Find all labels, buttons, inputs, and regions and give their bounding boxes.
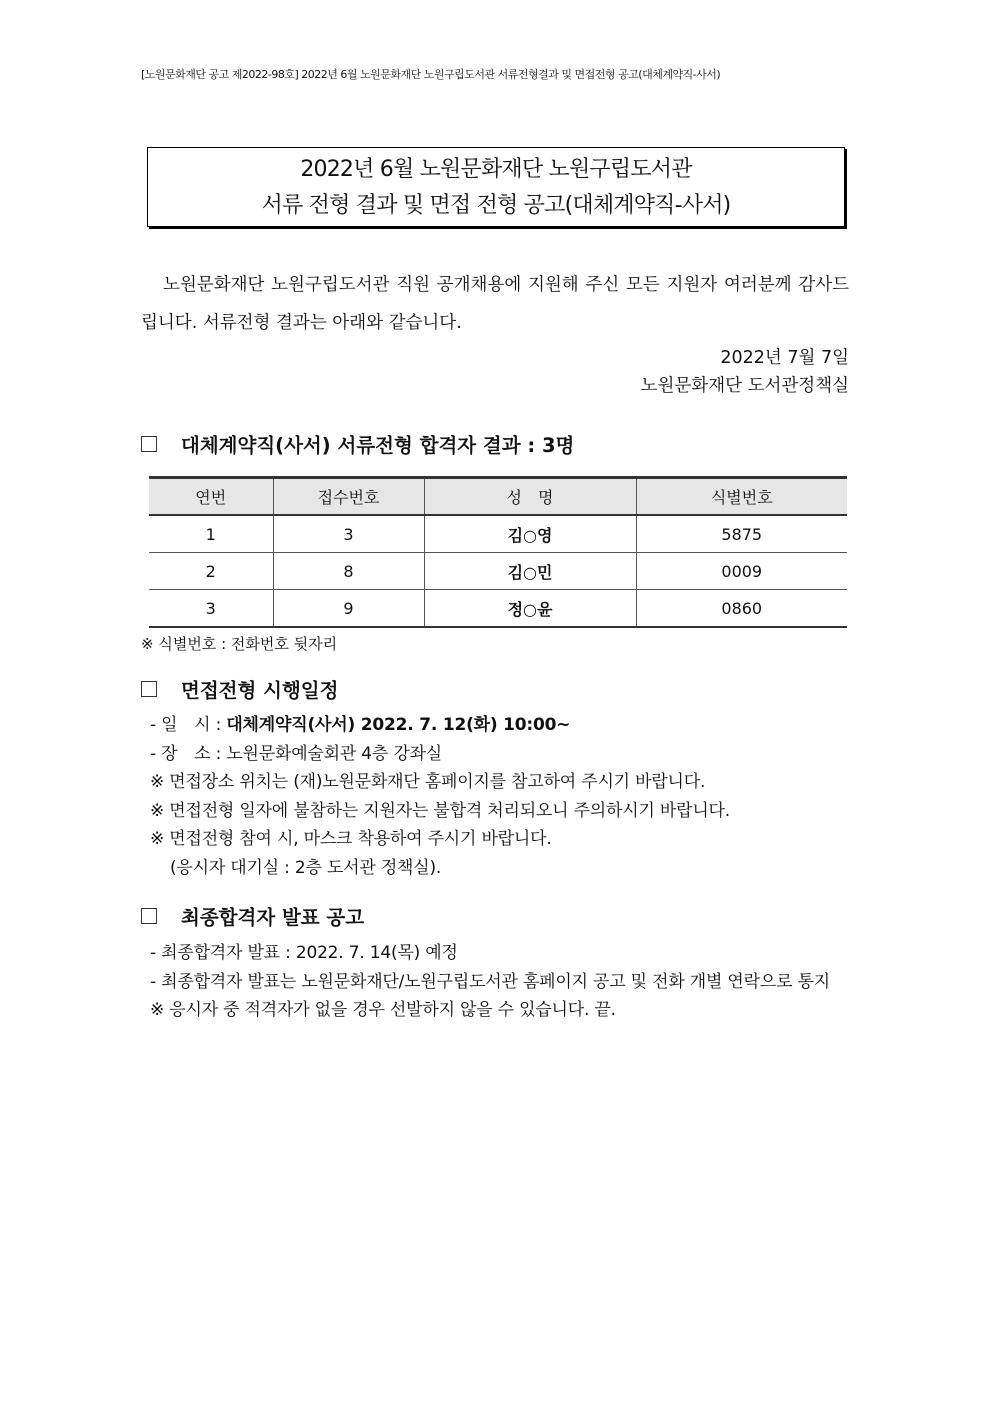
interview-place-line: - 장 소 : 노원문화예술회관 4층 강좌실 <box>150 743 443 764</box>
cell-no: 1 <box>149 515 273 553</box>
interview-note: ※ 면접전형 일자에 불참하는 지원자는 불합격 처리되오니 주의하시기 바랍니다. <box>150 800 730 821</box>
table-header-row <box>149 478 847 516</box>
checkbox-square-icon <box>141 436 157 452</box>
interview-note: ※ 면접장소 위치는 (재)노원문화재단 홈페이지를 참고하여 주시기 바랍니다. <box>150 772 706 792</box>
col-header-receipt: 접수번호 <box>273 478 424 516</box>
title-box <box>147 147 845 227</box>
cell-name: 김○민 <box>424 553 636 590</box>
checkbox-square-icon <box>141 681 157 697</box>
identifier-note: ※ 식별번호 : 전화번호 뒷자리 <box>141 635 338 653</box>
title-line-1: 2022년 6월 노원문화재단 노원구립도서관 <box>300 157 692 182</box>
interview-note: ※ 면접전형 참여 시, 마스크 착용하여 주시기 바랍니다. <box>150 829 552 849</box>
interview-details <box>150 711 730 882</box>
table-row <box>149 515 847 553</box>
cell-name: 김○영 <box>424 515 636 553</box>
table-row <box>149 590 847 628</box>
cell-id: 0009 <box>636 553 847 590</box>
cell-no: 3 <box>149 590 273 628</box>
issue-date: 2022년 7월 7일 <box>720 348 849 368</box>
cell-no: 2 <box>149 553 273 590</box>
cell-receipt: 3 <box>273 515 424 553</box>
final-line: - 최종합격자 발표 : 2022. 7. 14(목) 예정 <box>150 943 458 963</box>
cell-receipt: 8 <box>273 553 424 590</box>
final-line: ※ 응시자 중 적격자가 없을 경우 선발하지 않을 수 있습니다. 끝. <box>150 1000 616 1020</box>
cell-id: 0860 <box>636 590 847 628</box>
checkbox-square-icon <box>141 908 157 924</box>
issuer: 노원문화재단 도서관정책실 <box>640 376 849 396</box>
intro-paragraph: 노원문화재단 노원구립도서관 직원 공개채용에 지원해 주신 모든 지원자 여러분께 감사드립니다. 서류전형 결과는 아래와 같습니다. <box>141 275 849 333</box>
cell-id: 5875 <box>636 515 847 553</box>
col-header-name: 성 명 <box>424 478 636 516</box>
document-header: [노원문화재단 공고 제2022-98호] 2022년 6월 노원문화재단 노원구립도서관 서류전형결과 및 면접전형 공고(대체계약직-사서) <box>141 68 721 81</box>
col-header-id: 식별번호 <box>636 478 847 516</box>
cell-name: 정○윤 <box>424 590 636 628</box>
table-row <box>149 553 847 590</box>
interview-date-line: - 일 시 : 대체계약직(사서) 2022. 7. 12(화) 10:00~ <box>150 715 571 735</box>
title-line-2: 서류 전형 결과 및 면접 전형 공고(대체계약직-사서) <box>261 193 731 218</box>
final-details <box>150 939 830 1025</box>
col-header-no: 연번 <box>149 478 273 516</box>
section-interview-title: 면접전형 시행일정 <box>141 675 339 703</box>
final-line: - 최종합격자 발표는 노원문화재단/노원구립도서관 홈페이지 공고 및 전화 개별 연락으로 통지 <box>150 971 830 992</box>
results-table <box>149 476 847 628</box>
interview-note: (응시자 대기실 : 2층 도서관 정책실). <box>170 857 442 878</box>
section-final-title: 최종합격자 발표 공고 <box>141 902 364 930</box>
issue-block <box>641 344 849 400</box>
cell-receipt: 9 <box>273 590 424 628</box>
section-results-title: 대체계약직(사서) 서류전형 합격자 결과 : 3명 <box>141 430 574 458</box>
